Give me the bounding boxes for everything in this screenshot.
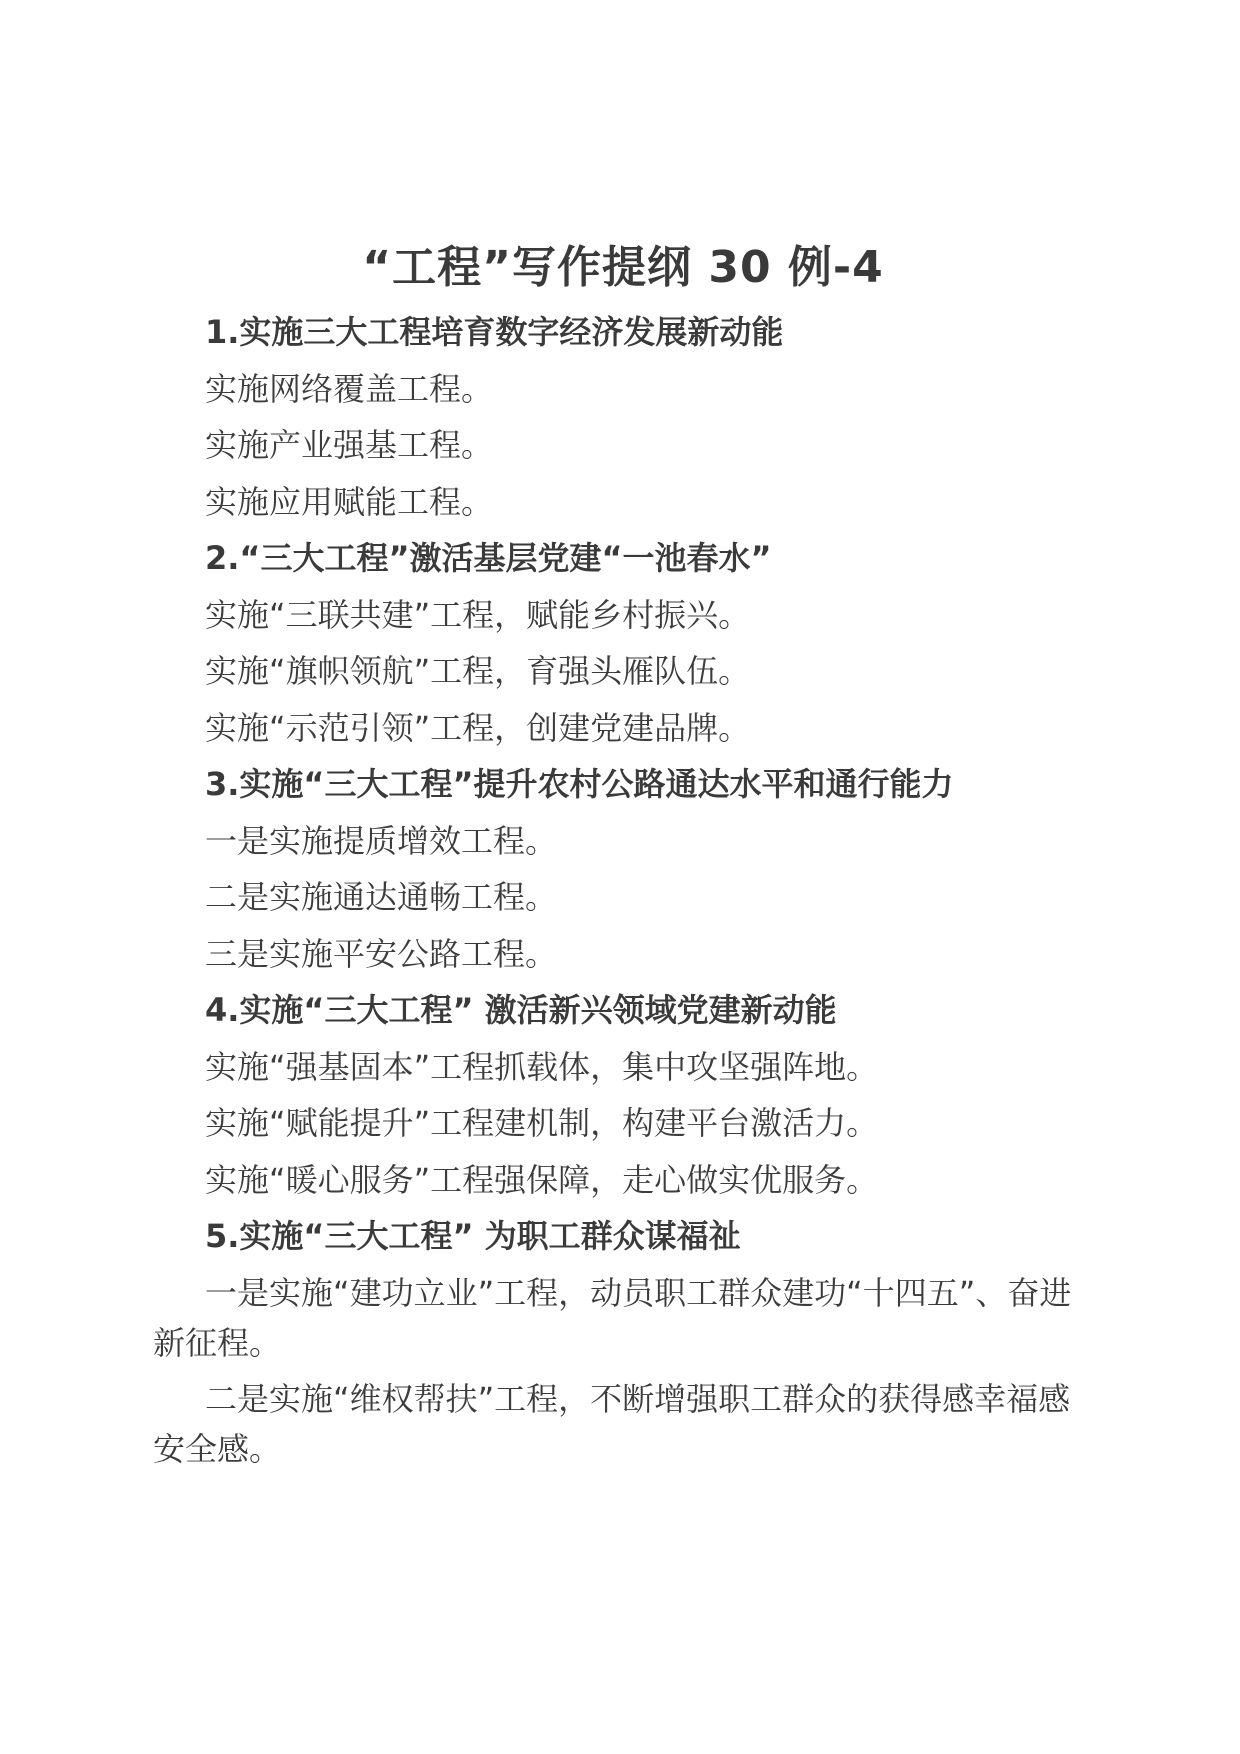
- section-heading: 1.实施三大工程培育数字经济发展新动能: [205, 313, 784, 351]
- section-paragraph: 二是实施“维权帮扶”工程，不断增强职工群众的获得感幸福感安全感。: [153, 1379, 1071, 1468]
- section-heading: 3.实施“三大工程”提升农村公路通达水平和通行能力: [205, 765, 954, 803]
- section-5: [153, 1208, 1093, 1477]
- section-line: 实施网络覆盖工程。: [205, 369, 494, 408]
- section-line: 三是实施平安公路工程。: [205, 934, 558, 973]
- section-heading: 5.实施“三大工程” 为职工群众谋福祉: [205, 1217, 741, 1255]
- section-2: [153, 530, 1093, 756]
- section-heading: 4.实施“三大工程” 激活新兴领域党建新动能: [205, 991, 837, 1029]
- section-line: 实施“赋能提升”工程建机制，构建平台激活力。: [205, 1104, 879, 1142]
- section-3: [153, 756, 1093, 982]
- section-line: 实施“强基固本”工程抓载体，集中攻坚强阵地。: [205, 1047, 879, 1086]
- section-line: 实施“暖心服务”工程强保障，走心做实优服务。: [205, 1160, 879, 1199]
- section-heading: 2.“三大工程”激活基层党建“一池春水”: [205, 539, 772, 577]
- document-title: “工程”写作提纲 30 例-4: [362, 242, 884, 293]
- section-line: 实施“三联共建”工程，赋能乡村振兴。: [205, 595, 751, 634]
- section-line: 实施产业强基工程。: [205, 426, 494, 464]
- section-paragraph: 一是实施“建功立业”工程，动员职工群众建功“十四五”、奋进新征程。: [153, 1273, 1072, 1362]
- section-line: 一是实施提质增效工程。: [205, 821, 558, 860]
- section-1: [153, 304, 1093, 530]
- section-line: 实施“旗帜领航”工程，育强头雁队伍。: [205, 652, 751, 690]
- document-content: [153, 238, 1093, 1477]
- section-line: 实施“示范引领”工程，创建党建品牌。: [205, 708, 751, 747]
- section-line: 二是实施通达通畅工程。: [205, 878, 558, 916]
- section-line: 实施应用赋能工程。: [205, 482, 494, 521]
- section-4: [153, 982, 1093, 1208]
